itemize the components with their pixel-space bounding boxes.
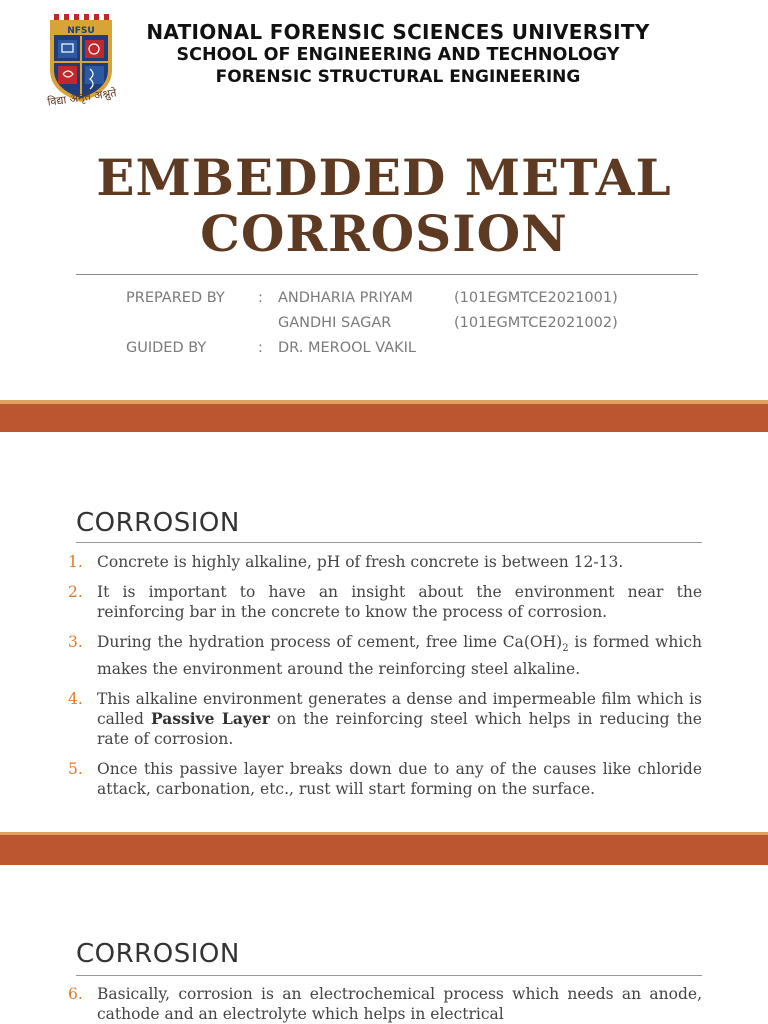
item-number: 4. xyxy=(68,690,83,709)
list-item xyxy=(68,582,702,622)
guided-by-label: GUIDED BY xyxy=(126,340,207,356)
school-name: SCHOOL OF ENGINEERING AND TECHNOLOGY xyxy=(176,45,620,65)
item-text: Concrete is highly alkaline, pH of fresh concrete is between 12-13. xyxy=(97,553,624,571)
title-divider xyxy=(76,274,698,275)
prepared-by-label: PREPARED BY xyxy=(126,290,225,306)
bold-term: Passive Layer xyxy=(150,709,270,729)
department-name: FORENSIC STRUCTURAL ENGINEERING xyxy=(215,67,581,87)
section-heading: CORROSION xyxy=(76,508,240,538)
item-text-after: on the reinforcing steel which helps in reducing the rate of corrosion. xyxy=(97,710,702,749)
heading-rule xyxy=(76,975,702,976)
list-item xyxy=(68,689,702,749)
item-number: 5. xyxy=(68,760,83,779)
title-slide xyxy=(0,0,768,400)
presentation-title xyxy=(0,150,768,262)
list-item xyxy=(68,984,702,1024)
university-name: NATIONAL FORENSIC SCIENCES UNIVERSITY xyxy=(146,20,650,44)
heading-rule xyxy=(76,542,702,543)
item-text: It is important to have an insight about the environment near the reinforcing bar in the concrete to know the process of corrosion. xyxy=(97,583,702,621)
colon: : xyxy=(258,340,263,356)
item-number: 2. xyxy=(68,583,83,601)
colon: : xyxy=(258,290,263,306)
section-heading: CORROSION xyxy=(76,939,240,969)
bullet-list xyxy=(68,552,702,809)
svg-text:NFSU: NFSU xyxy=(67,26,95,36)
item-text-before: During the hydration process of cement, free lime Ca(OH) xyxy=(97,633,563,651)
author-id: (101EGMTCE2021002) xyxy=(454,315,618,331)
item-number: 1. xyxy=(68,553,83,571)
list-item xyxy=(68,552,702,572)
slide-divider xyxy=(0,832,768,865)
bullet-list xyxy=(68,984,702,1024)
title-line-1: EMBEDDED METAL xyxy=(96,148,672,207)
list-item xyxy=(68,632,702,679)
slide-divider xyxy=(0,400,768,432)
item-text: Basically, corrosion is an electrochemical process which needs an anode, cathode and an electrolyte which helps in electrical xyxy=(97,985,702,1023)
item-number: 3. xyxy=(68,633,83,651)
item-text: Once this passive layer breaks down due to any of the causes like chloride attack, carbonation, etc., rust will start forming on the surface. xyxy=(97,760,702,799)
guide-name: DR. MEROOL VAKIL xyxy=(278,340,416,356)
corrosion-slide-2 xyxy=(0,865,768,1024)
author-name: ANDHARIA PRIYAM xyxy=(278,290,413,306)
title-line-2: CORROSION xyxy=(200,204,568,263)
subscript: 2 xyxy=(562,643,569,655)
logo-motto: विद्या अमृतं अश्नुते xyxy=(46,86,118,109)
item-text-before: This alkaline environment generates a dense and impermeable film which is called xyxy=(97,690,702,729)
institution-header xyxy=(128,20,668,88)
author-name: GANDHI SAGAR xyxy=(278,315,392,331)
list-item xyxy=(68,759,702,799)
item-text-after: is formed which makes the environment around the reinforcing steel alkaline. xyxy=(97,633,702,679)
item-number: 6. xyxy=(68,985,83,1003)
author-id: (101EGMTCE2021001) xyxy=(454,290,618,306)
corrosion-slide-1 xyxy=(0,432,768,832)
